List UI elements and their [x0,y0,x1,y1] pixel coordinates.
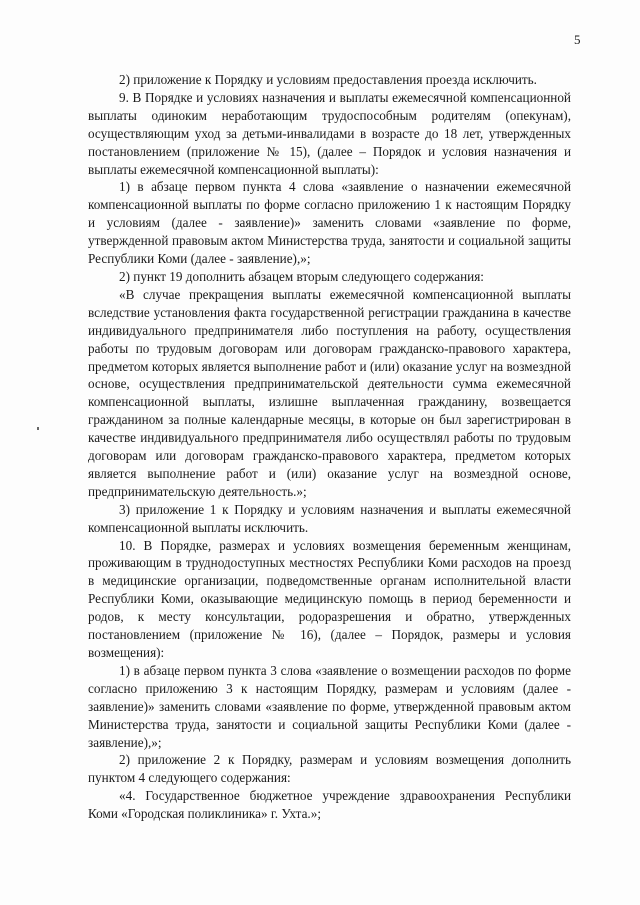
paragraph-8: 1) в абзаце первом пункта 3 слова «заявление о возмещении расходов по форме согласно приложению 3 к настоящим Порядку, размерам и условиям (далее - заявление)» заменить словами «заявление по форме, утвержденной правовым актом Министерства труда, занятости и социальной защиты Республики Коми (далее - заявление),»; [88,662,571,750]
paragraph-7: 10. В Порядке, размерах и условиях возмещения беременным женщинам, проживающим в труднодоступных местностях Республики Коми расходов на проезд в медицинские организации, подведомственные органам исполнительной власти Республики Коми, оказывающие медицинскую помощь в период беременности и родов, к месту консультации, родоразрешения и обратно, утвержденных постановлением (приложение № 16), (далее – Порядок, размеры и условия возмещения): [88,537,571,660]
paragraph-6: 3) приложение 1 к Порядку и условиям назначения и выплаты ежемесячной компенсационной выплаты исключить. [88,501,571,535]
paragraph-1: 2) приложение к Порядку и условиям предоставления проезда исключить. [119,72,537,87]
paragraph-3: 1) в абзаце первом пункта 4 слова «заявление о назначении ежемесячной компенсационной выплаты по форме согласно приложению 1 к настоящим Порядку и условиям (далее - заявление)» заменить словами «заявление по форме, утвержденной правовым актом Министерства труда, занятости и социальной защиты Республики Коми (далее - заявление),»; [88,179,571,267]
paragraph-10: «4. Государственное бюджетное учреждение здравоохранения Республики Коми «Городская поликлиника» г. Ухта.»; [88,788,571,822]
scan-speck [37,427,39,430]
page-number: 5 [574,32,581,47]
document-body [88,71,571,823]
paragraph-2: 9. В Порядке и условиях назначения и выплаты ежемесячной компенсационной выплаты одиноким неработающим трудоспособным родителям (опекунам), осуществляющим уход за детьми-инвалидами в возрасте до 18 лет, утвержденных постановлением (приложение № 15), (далее – Порядок и условия назначения и выплаты ежемесячной компенсационной выплаты): [88,89,571,177]
paragraph-5: «В случае прекращения выплаты ежемесячной компенсационной выплаты вследствие установления факта государственной регистрации гражданина в качестве индивидуального предпринимателя либо поступления на работу, осуществления работы по трудовым договорам или договорам гражданско-правового характера, предметом которых является выполнение работ и (или) оказание услуг на возмездной основе, осуществления предпринимательской деятельности сумма ежемесячной компенсационной выплаты, излишне выплаченная гражданину, возвещается гражданином за полные календарные месяцы, в которые он был зарегистрирован в качестве индивидуального предпринимателя либо осуществлял работы по трудовым договорам или договорам гражданско-правового характера, предметом которых является выполнение работ и (или) оказание услуг на возмездной основе, предпринимательскую деятельность.»; [88,286,571,499]
paragraph-9: 2) приложение 2 к Порядку, размерам и условиям возмещения дополнить пунктом 4 следующего содержания: [88,752,571,786]
paragraph-4: 2) пункт 19 дополнить абзацем вторым следующего содержания: [119,268,484,284]
